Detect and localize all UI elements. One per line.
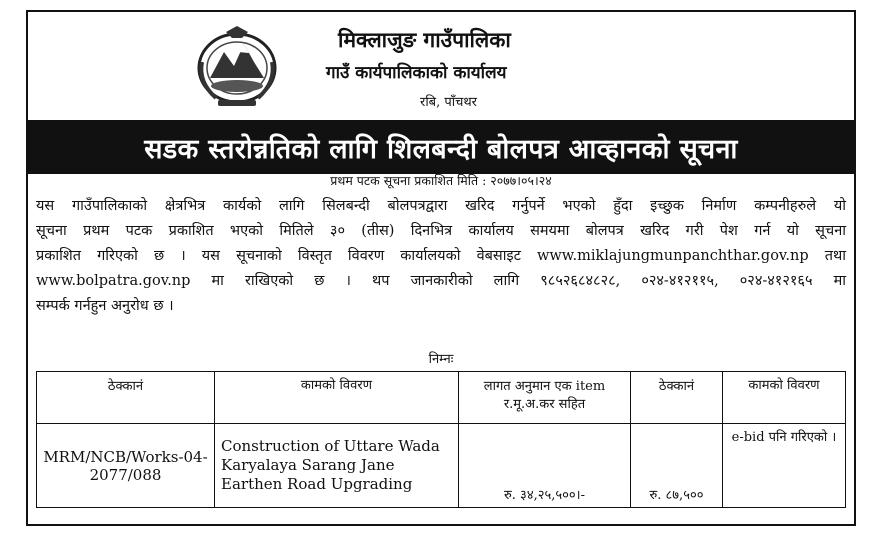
org-name: मिक्लाजुङ गाउँपालिका xyxy=(338,27,511,52)
notice-body xyxy=(36,194,846,319)
notice-title-bar xyxy=(28,120,854,174)
publication-date: प्रथम पटक सूचना प्रकाशित मिति : २०७७।०५।२४ xyxy=(330,173,552,188)
cell-contract-code: MRM/NCB/Works-04-2077/088 xyxy=(37,424,215,508)
office-location: रबि, पाँचथर xyxy=(420,95,478,110)
header-work-description-2: कामको विवरण xyxy=(723,372,846,424)
header-contract-no-2: ठेक्कानं xyxy=(631,372,723,424)
notice-header xyxy=(28,12,854,120)
works-table xyxy=(36,371,846,508)
notice-frame xyxy=(26,10,856,526)
body-line: यस गाउँपालिकाको क्षेत्रभित्र कार्यको लागि सिलबन्दी बोलपत्रद्वारा खरिद गर्नुपर्ने भएको हुँदा इच्छुक निर्माण कम्पनीहरुले यो xyxy=(36,198,846,214)
header-work-description: कामको विवरण xyxy=(215,372,459,424)
header-cost-estimate: लागत अनुमान एक item र.मू.अ.कर सहित xyxy=(459,372,631,424)
cell-cost-estimate: रु. ३४,२५,५००।- xyxy=(459,424,631,508)
cell-work-description: Construction of Uttare Wada Karyalaya Sarang Jane Earthen Road Upgrading xyxy=(215,424,459,508)
header-contract-no: ठेक्कानं xyxy=(37,372,215,424)
table-row xyxy=(37,424,846,508)
body-line: सूचना प्रथम पटक प्रकाशित भएको मितिले ३० (तीस) दिनभित्र कार्यालय समयमा बोलपत्र खरिद गरी पेश गर्न यो सूचना xyxy=(36,223,846,239)
cell-deposit: रु. ८७,५०० xyxy=(631,424,723,508)
office-name: गाउँ कार्यपालिकाको कार्यालय xyxy=(326,63,507,83)
cell-remark: e-bid पनि गरिएको । xyxy=(723,424,846,508)
body-line: www.bolpatra.gov.np मा राखिएको छ । थप जानकारीको लागि ९८५२६८४८२८, ०२४-४१२११५, ०२४-४१२१६५ मा xyxy=(36,273,846,289)
body-line: प्रकाशित गरिएको छ । यस सूचनाको विस्तृत विवरण कार्यालयको वेबसाइट www.miklajungmunpanchthar.gov.np तथा xyxy=(36,248,846,264)
body-line: सम्पर्क गर्नहुन अनुरोध छ । xyxy=(36,298,174,314)
table-header-row xyxy=(37,372,846,424)
notice-title: सडक स्तरोन्नतिको लागि शिलबन्दी बोलपत्र आव्हानको सूचना xyxy=(144,133,738,165)
nepal-emblem-icon xyxy=(192,22,282,108)
list-heading: निम्नः xyxy=(428,352,454,367)
